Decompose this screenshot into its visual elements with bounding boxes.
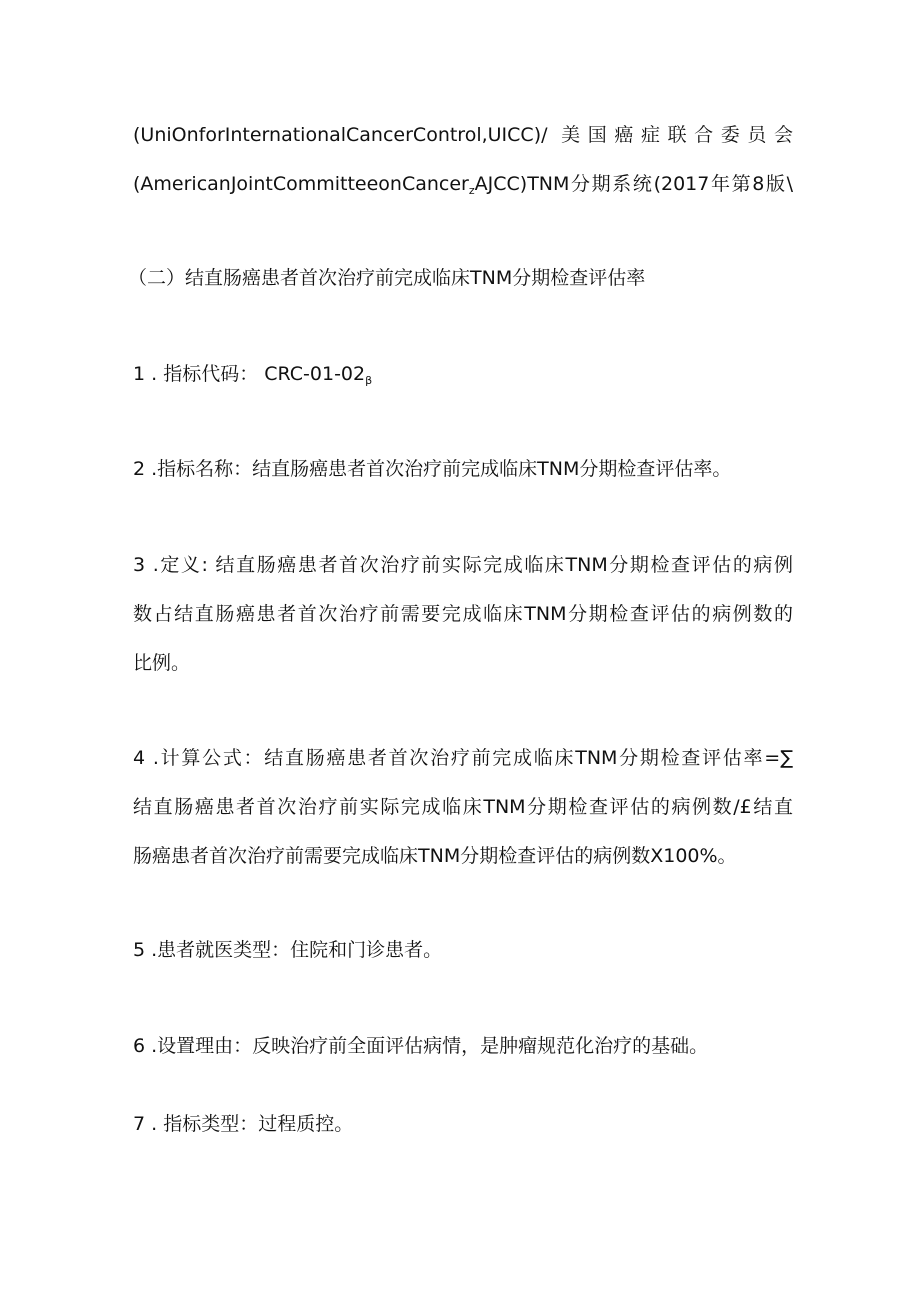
item-3-definition-line-1: 3 .定义: 结直肠癌患者首次治疗前实际完成临床TNM分期检查评估的病例	[133, 554, 793, 576]
item-5-patient-type: 5 .患者就医类型：住院和门诊患者。	[133, 939, 443, 961]
tnm-line2-subscript: z	[468, 184, 475, 197]
item-1-subscript: β	[365, 374, 373, 387]
tnm-system-line-1: (UniOnforInternationalCancerControl,UICC)/ 美国癌症联合委员会	[133, 124, 793, 146]
tnm-system-line-2	[133, 172, 793, 203]
section-heading: （二）结直肠癌患者首次治疗前完成临床TNM分期检查评估率	[128, 267, 646, 289]
item-3-definition-line-3: 比例。	[133, 652, 191, 674]
item-4-formula-line-3: 肠癌患者首次治疗前需要完成临床TNM分期检查评估的病例数X100%。	[133, 845, 737, 867]
item-4-formula-line-1: 4 .计算公式：结直肠癌患者首次治疗前完成临床TNM分期检查评估率=∑	[133, 747, 793, 769]
tnm-line2-part-a: (AmericanJointCommitteeonCancer	[133, 173, 469, 195]
item-4-formula-line-2: 结直肠癌患者首次治疗前实际完成临床TNM分期检查评估的病例数/£结直	[133, 796, 793, 818]
item-7-indicator-type: 7 . 指标类型：过程质控。	[133, 1113, 354, 1135]
tnm-line2-part-b: AJCC)TNM分期系统(2017年第8版\	[474, 173, 793, 195]
item-3-definition-line-2: 数占结直肠癌患者首次治疗前需要完成临床TNM分期检查评估的病例数的	[133, 603, 793, 625]
item-2-indicator-name: 2 .指标名称：结直肠癌患者首次治疗前完成临床TNM分期检查评估率。	[133, 458, 732, 480]
item-1-indicator-code	[133, 362, 793, 393]
item-1-text: 1 . 指标代码： CRC-01-02	[133, 363, 366, 385]
item-6-rationale: 6 .设置理由：反映治疗前全面评估病情，是肿瘤规范化治疗的基础。	[133, 1035, 709, 1057]
